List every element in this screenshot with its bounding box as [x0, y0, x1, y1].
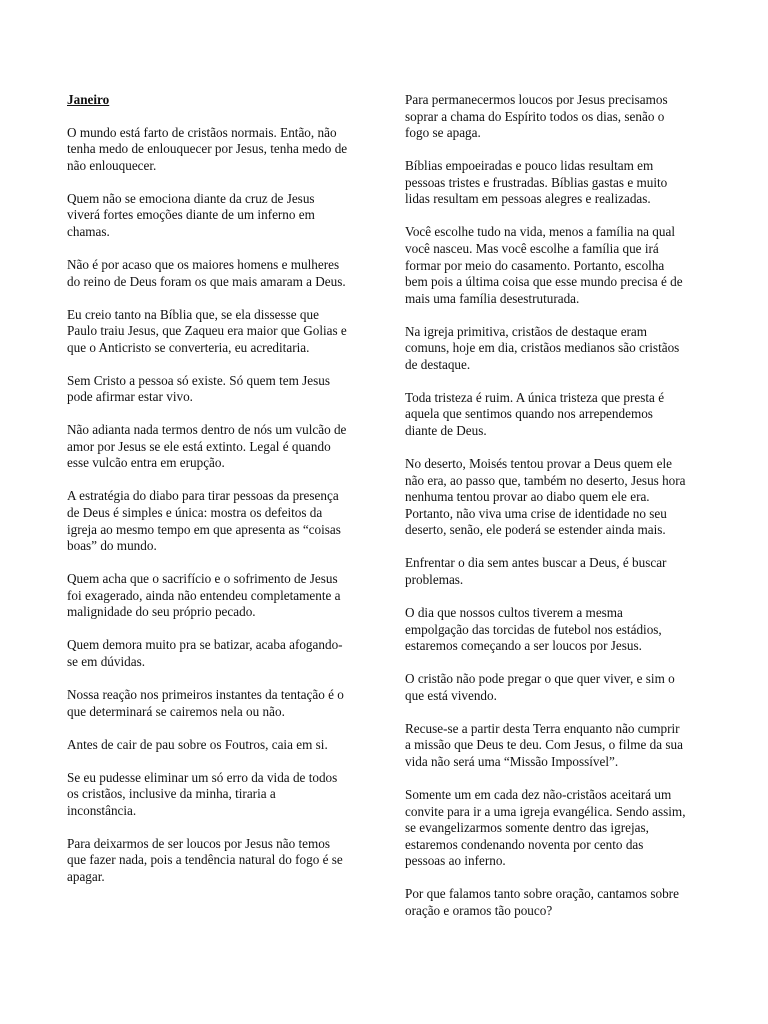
quote-paragraph: Não adianta nada termos dentro de nós um vulcão de amor por Jesus se ele está extinto. Legal é quando esse vulcão entra em erupção.	[67, 422, 347, 471]
quote-paragraph: Quem acha que o sacrifício e o sofrimento de Jesus foi exagerado, ainda não entendeu completamente a malignidade do seu próprio pecado.	[67, 571, 341, 620]
month-heading: Janeiro	[67, 92, 110, 107]
quote-paragraph: O mundo está farto de cristãos normais. Então, não tenha medo de enlouquecer por Jesus, tenha medo de não enlouquecer.	[67, 124, 348, 173]
quote-paragraph: Recuse-se a partir desta Terra enquanto não cumprir a missão que Deus te deu. Com Jesus, o filme da sua vida não será uma “Missão Impossível”.	[405, 720, 683, 769]
quote-paragraph: A estratégia do diabo para tirar pessoas da presença de Deus é simples e única: mostra os defeitos da igreja ao mesmo tempo em que apresenta as “coisas boas” do mundo.	[67, 488, 341, 554]
quote-paragraph: Para permanecermos loucos por Jesus precisamos soprar a chama do Espírito todos os dias, senão o fogo se apaga.	[405, 92, 668, 141]
quote-paragraph: Não é por acaso que os maiores homens e mulheres do reino de Deus foram os que mais amaram a Deus.	[67, 256, 346, 289]
quote-paragraph: Quem demora muito pra se batizar, acaba afogando- se em dúvidas.	[67, 637, 343, 669]
quote-paragraph: No deserto, Moisés tentou provar a Deus quem ele não era, ao passo que, também no deserto, Jesus hora nenhuma tentou provar ao diabo quem ele era. Portanto, não viva uma crise de identidade no seu deserto, senão, ele poderá se estender ainda mais.	[405, 456, 686, 538]
quote-paragraph: Por que falamos tanto sobre oração, cantamos sobre oração e oramos tão pouco?	[405, 886, 679, 918]
quote-paragraph: O cristão não pode pregar o que quer viver, e sim o que está vivendo.	[405, 671, 675, 703]
quote-paragraph: Na igreja primitiva, cristãos de destaque eram comuns, hoje em dia, cristãos medianos são cristãos de destaque.	[405, 323, 680, 372]
quote-paragraph: Antes de cair de pau sobre os Foutros, caia em si.	[67, 736, 328, 752]
quote-paragraph: Toda tristeza é ruim. A única tristeza que presta é aquela que sentimos quando nos arrependemos diante de Deus.	[405, 389, 665, 439]
quote-paragraph: Para deixarmos de ser loucos por Jesus não temos que fazer nada, pois a tendência natural do fogo é se apagar.	[67, 835, 343, 884]
left-column	[67, 92, 363, 902]
quote-paragraph: Quem não se emociona diante da cruz de Jesus viverá fortes emoções diante de um inferno em chamas.	[67, 190, 315, 239]
quote-paragraph: Enfrentar o dia sem antes buscar a Deus, é buscar problemas.	[405, 555, 667, 587]
quote-paragraph: Eu creio tanto na Bíblia que, se ela dissesse que Paulo traiu Jesus, que Zaqueu era maior que Golias e que o Anticristo se converteria, eu acreditaria.	[67, 306, 347, 355]
right-column	[405, 92, 701, 936]
quote-paragraph: Nossa reação nos primeiros instantes da tentação é o que determinará se cairemos nela ou não.	[67, 686, 344, 719]
quote-paragraph: Somente um em cada dez não-cristãos aceitará um convite para ir a uma igreja evangélica. Sendo assim, se evangelizarmos somente dentro das igrejas, estaremos condenando noventa por cento das pessoas ao inferno.	[405, 786, 686, 869]
quote-paragraph: Você escolhe tudo na vida, menos a família na qual você nasceu. Mas você escolhe a família que irá formar por meio do casamento. Portanto, escolha bem pois a última coisa que esse mundo precisa é de mais uma família desestruturada.	[405, 224, 683, 306]
quote-paragraph: Bíblias empoeiradas e pouco lidas resultam em pessoas tristes e frustradas. Bíblias gastas e muito lidas resultam em pessoas alegres e realizadas.	[405, 158, 668, 207]
quote-paragraph: Se eu pudesse eliminar um só erro da vida de todos os cristãos, inclusive da minha, tiraria a inconstância.	[67, 769, 338, 818]
quote-paragraph: O dia que nossos cultos tiverem a mesma empolgação das torcidas de futebol nos estádios, estaremos começando a ser loucos por Jesus.	[405, 604, 662, 654]
quote-paragraph: Sem Cristo a pessoa só existe. Só quem tem Jesus pode afirmar estar vivo.	[67, 372, 330, 405]
